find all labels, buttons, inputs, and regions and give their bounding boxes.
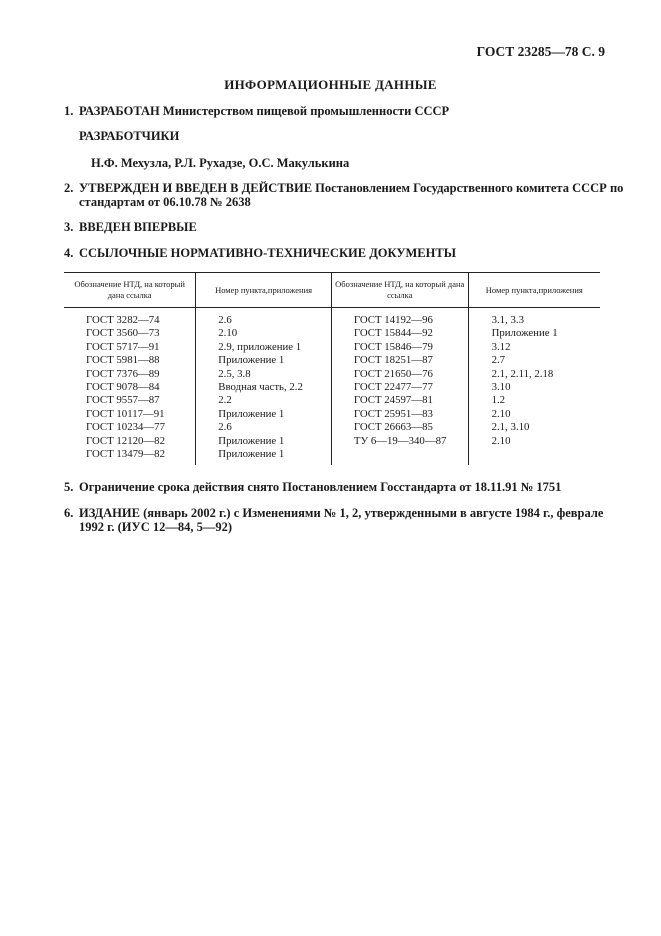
table-cell-entry: 3.1, 3.3 bbox=[491, 314, 524, 326]
left-docs-list bbox=[64, 314, 195, 461]
table-cell-entry: ГОСТ 26663—85 bbox=[353, 421, 433, 434]
item-number: 1. bbox=[64, 104, 74, 118]
item-2-continuation: стандартам от 06.10.78 № 2638 bbox=[79, 195, 251, 209]
table-cell-entry: ГОСТ 10234—77 bbox=[86, 421, 165, 434]
reference-documents-table bbox=[64, 272, 600, 465]
table-cell-entry: Приложение 1 bbox=[218, 434, 285, 447]
item-number: 3. bbox=[64, 220, 74, 234]
table-cell-entry: ГОСТ 22477—77 bbox=[353, 381, 433, 394]
table-cell-entry: 3.10 bbox=[491, 381, 511, 394]
item-text: Ограничение срока действия снято Постановлением Госстандарта от 18.11.91 № 1751 bbox=[79, 480, 562, 494]
left-points-list bbox=[196, 314, 331, 461]
column-header: Номер пункта,приложения bbox=[468, 273, 600, 308]
table-cell-entry: 2.5, 3.8 bbox=[218, 367, 251, 380]
table-header-row bbox=[64, 273, 600, 308]
item-1 bbox=[64, 104, 449, 118]
right-docs-list bbox=[332, 314, 468, 448]
table-cell-entry: ГОСТ 5981—88 bbox=[86, 354, 160, 367]
left-points-cell bbox=[196, 308, 332, 466]
table-cell-entry: Приложение 1 bbox=[218, 354, 285, 367]
item-2 bbox=[64, 181, 623, 195]
table-cell-entry: ГОСТ 18251—87 bbox=[353, 354, 433, 367]
table-cell-entry: ГОСТ 15846—79 bbox=[353, 340, 433, 353]
right-docs-cell bbox=[331, 308, 468, 466]
developers-names: Н.Ф. Мехузла, Р.Л. Рухадзе, О.С. Макулькина bbox=[91, 156, 350, 170]
table-cell-entry: 2.10 bbox=[218, 327, 238, 340]
right-points-list bbox=[469, 314, 600, 448]
table-cell-entry: ГОСТ 9557—87 bbox=[86, 394, 160, 407]
table-cell-entry: ГОСТ 3282—74 bbox=[86, 314, 160, 326]
item-3 bbox=[64, 220, 197, 234]
table-cell-entry: ГОСТ 13479—82 bbox=[86, 448, 165, 461]
table-cell-entry: 2.1, 2.11, 2.18 bbox=[491, 367, 554, 380]
item-text: ССЫЛОЧНЫЕ НОРМАТИВНО-ТЕХНИЧЕСКИЕ ДОКУМЕНТЫ bbox=[79, 246, 456, 260]
page-header: ГОСТ 23285—78 С. 9 bbox=[476, 44, 605, 59]
item-number: 6. bbox=[64, 506, 74, 520]
table-cell-entry: ГОСТ 10117—91 bbox=[86, 407, 165, 420]
column-header: Обозначение НТД, на который дана ссылка bbox=[64, 273, 196, 308]
table-cell-entry: ГОСТ 24597—81 bbox=[353, 394, 433, 407]
table-cell-entry: ГОСТ 7376—89 bbox=[86, 367, 160, 380]
table-cell-entry: 2.2 bbox=[218, 394, 232, 407]
table-cell-entry: 3.12 bbox=[491, 340, 511, 353]
table-cell-entry: ГОСТ 25951—83 bbox=[353, 407, 433, 420]
table-cell-entry: ТУ 6—19—340—87 bbox=[353, 434, 447, 447]
table-cell-entry: ГОСТ 21650—76 bbox=[353, 367, 433, 380]
table-cell-entry: 2.7 bbox=[491, 354, 506, 367]
item-6-continuation: 1992 г. (ИУС 12—84, 5—92) bbox=[79, 520, 233, 534]
table-cell-entry: 2.9, приложение 1 bbox=[218, 340, 302, 353]
item-4 bbox=[64, 246, 456, 260]
table-cell-entry: 2.10 bbox=[491, 434, 511, 447]
table-cell-entry: Приложение 1 bbox=[491, 327, 558, 340]
developers-heading: РАЗРАБОТЧИКИ bbox=[79, 129, 180, 143]
table-cell-entry: 2.1, 3.10 bbox=[491, 421, 530, 434]
left-docs-cell bbox=[64, 308, 196, 466]
table-cell-entry: ГОСТ 5717—91 bbox=[86, 340, 160, 353]
table-cell-entry: 2.10 bbox=[491, 407, 511, 420]
table-cell-entry: 1.2 bbox=[491, 394, 506, 407]
table-cell-entry: ГОСТ 3560—73 bbox=[86, 327, 160, 340]
table-body-row bbox=[64, 308, 600, 466]
table-cell-entry: 2.6 bbox=[218, 421, 232, 434]
item-6 bbox=[64, 506, 603, 520]
item-number: 4. bbox=[64, 246, 74, 260]
item-text: ИЗДАНИЕ (январь 2002 г.) с Изменениями № 1, 2, утвержденными в августе 1984 г., феврале bbox=[79, 506, 604, 520]
column-header: Номер пункта,приложения bbox=[196, 273, 332, 308]
table-cell-entry: Приложение 1 bbox=[218, 448, 285, 461]
table-cell-entry: 2.6 bbox=[218, 314, 232, 326]
item-text: ВВЕДЕН ВПЕРВЫЕ bbox=[79, 220, 197, 234]
table-cell-entry: Вводная часть, 2.2 bbox=[218, 381, 303, 394]
item-number: 5. bbox=[64, 480, 74, 494]
item-number: 2. bbox=[64, 181, 74, 195]
table-cell-entry: ГОСТ 12120—82 bbox=[86, 434, 165, 447]
column-header: Обозначение НТД, на который дана ссылка bbox=[331, 273, 468, 308]
page-title: ИНФОРМАЦИОННЫЕ ДАННЫЕ bbox=[224, 77, 437, 92]
right-points-cell bbox=[468, 308, 600, 466]
item-5 bbox=[64, 480, 561, 494]
table-cell-entry: ГОСТ 14192—96 bbox=[353, 314, 433, 326]
table-cell-entry: ГОСТ 15844—92 bbox=[353, 327, 433, 340]
table-cell-entry: Приложение 1 bbox=[218, 407, 285, 420]
table-cell-entry: ГОСТ 9078—84 bbox=[86, 381, 160, 394]
item-text: РАЗРАБОТАН Министерством пищевой промышленности СССР bbox=[79, 104, 450, 118]
item-text: УТВЕРЖДЕН И ВВЕДЕН В ДЕЙСТВИЕ Постановлением Государственного комитета СССР по bbox=[79, 181, 624, 195]
